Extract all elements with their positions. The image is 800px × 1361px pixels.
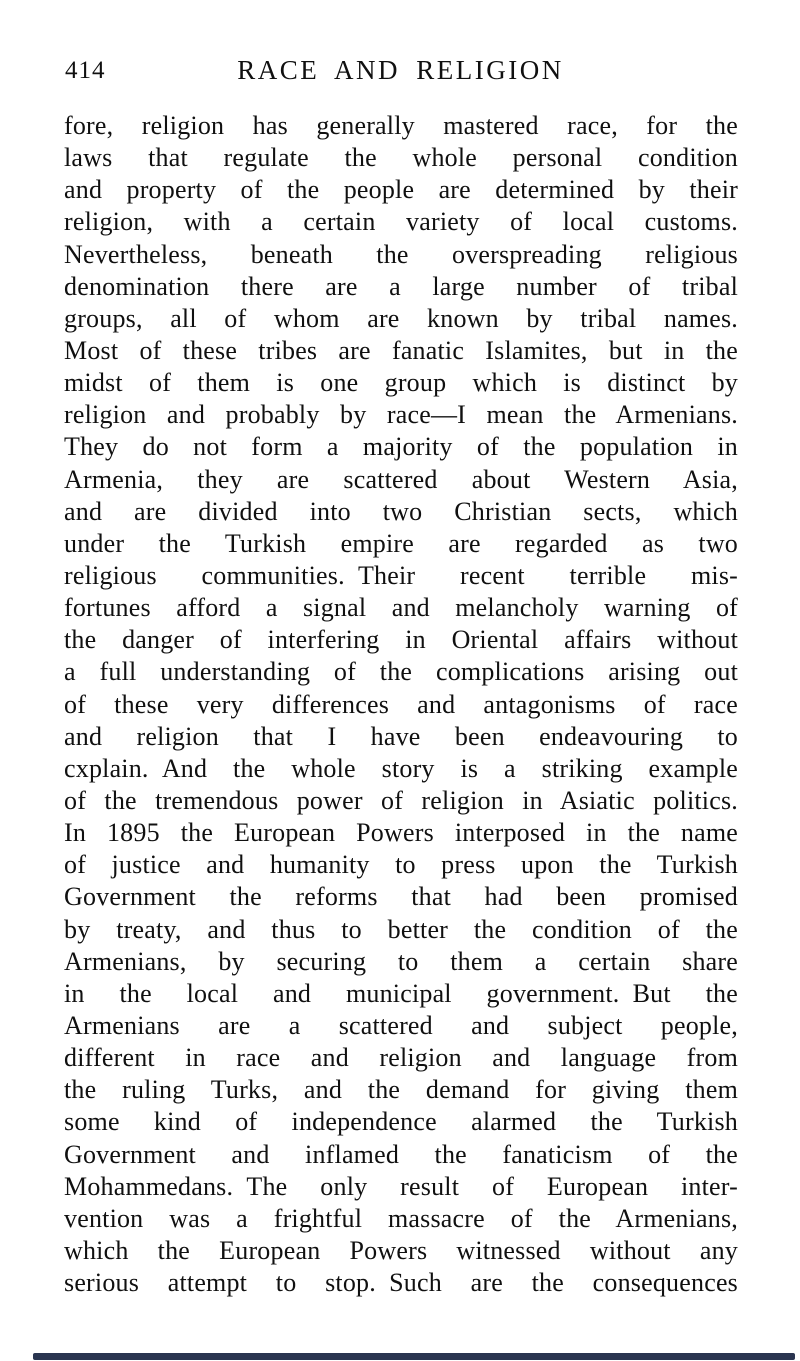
text-line: denomination there are a large number of tribal [64,271,738,301]
text-line: Nevertheless, beneath the overspreading religious [64,239,738,269]
body-text [64,110,738,1299]
text-line: Armenians are a scattered and subject people, [64,1010,738,1040]
text-line: Government the reforms that had been promised [64,882,738,912]
text-line: a full understanding of the complications arising out [64,657,738,687]
text-line: laws that regulate the whole personal condition [64,143,738,173]
text-line: Armenians, by securing to them a certain share [64,946,738,976]
scan-bottom-edge-artifact [33,1353,795,1360]
text-line: some kind of independence alarmed the Turkish [64,1107,738,1137]
text-line: Armenia, they are scattered about Western Asia, [64,464,738,494]
text-line: fore, religion has generally mastered race, for the [64,111,738,140]
text-line: and are divided into two Christian sects, which [64,496,738,526]
text-line: of justice and humanity to press upon the Turkish [64,850,738,880]
text-line: in the local and municipal government. But the [64,978,738,1008]
text-line: groups, all of whom are known by tribal names. [64,303,738,333]
text-line: Mohammedans. The only result of European inter- [64,1171,738,1201]
text-line: They do not form a majority of the population in [64,432,738,462]
text-line: serious attempt to stop. Such are the consequences [64,1268,738,1298]
text-line: Most of these tribes are fanatic Islamites, but in the [64,335,738,365]
text-line: of these very differences and antagonisms of race [64,689,738,719]
text-line: the danger of interfering in Oriental affairs without [64,625,738,655]
text-line: religious communities. Their recent terrible mis- [64,560,738,590]
text-line: and property of the people are determined by their [64,175,738,205]
text-line: midst of them is one group which is distinct by [64,368,738,398]
text-line: under the Turkish empire are regarded as two [64,528,738,558]
text-line: Government and inflamed the fanaticism of the [64,1139,738,1169]
text-line: of the tremendous power of religion in Asiatic politics. [64,785,738,815]
page-header [64,55,737,89]
text-line: religion, with a certain variety of local customs. [64,207,738,237]
text-line: different in race and religion and language from [64,1043,738,1073]
text-line: and religion that I have been endeavouring to [64,721,738,751]
text-line: vention was a frightful massacre of the Armenians, [64,1203,738,1233]
page-number: 414 [65,57,106,84]
text-line: In 1895 the European Powers interposed in the name [64,818,738,848]
text-line: the ruling Turks, and the demand for giving them [64,1075,738,1105]
text-line: by treaty, and thus to better the condition of the [64,914,738,944]
text-line: religion and probably by race—I mean the Armenians. [64,400,738,430]
text-line: fortunes afford a signal and melancholy warning of [64,593,738,623]
running-title: RACE AND RELIGION [237,55,564,85]
text-line: cxplain. And the whole story is a striking example [64,753,738,783]
text-line: which the European Powers witnessed without any [64,1235,738,1265]
